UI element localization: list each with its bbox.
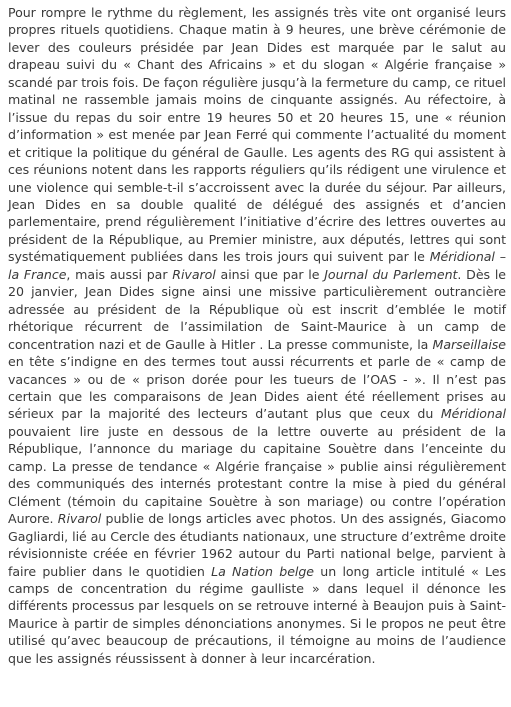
text-segment: un long article intitulé « Les camps de concentration du régime gaulliste » dans lequel il dénonce les différents processus par lesquels on se retrouve interné à Beaujon puis à Saint-Maurice à partir de simples dénonciations anonymes. Si le propos ne peut être utilisé qu’avec beaucoup de précautions, il témoigne au moins de l’audience que les assignés réussissent à donner à leur incarcération. — [8, 563, 507, 666]
newspaper-title-journal-du-parlement: Journal du Parlement — [324, 266, 458, 282]
newspaper-title-rivarol: Rivarol — [57, 511, 102, 527]
text-segment: Pour rompre le rythme du règlement, les assignés très vite ont organisé leurs propres rituels quotidiens. Chaque matin à 9 heures, une brève cérémonie de lever des couleurs présidée par Jean Dides est marquée par le salut au drapeau suivi du « Chant des Africains » et du slogan « Algérie française » scandé par trois fois. De façon régulière jusqu’à la fermeture du camp, ce rituel matinal ne rassemble jamais moins de cinquante assignés. Au réfectoire, à l’issue du repas du soir entre 19 heures 50 et 20 heures 15, une « réunion d’information » est menée par Jean Ferré qui commente l’actualité du moment et critique la politique du général de Gaulle. Les agents des RG qui assistent à ces réunions notent dans les rapports réguliers qu’ils rédigent une virulence et une violence qui semble-t-il s’accroissent avec la durée du séjour. Par ailleurs, Jean Dides en sa double qualité de délégué des assignés et d’ancien parlementaire, prend régulièrement l’initiative d’écrire des lettres ouvertes au président de la République, au Premier ministre, aux députés, lettres qui sont systématiquement publiées dans les trois jours qui suivent par le — [8, 5, 506, 265]
newspaper-title-meridional-la-france: Méridional – la France — [8, 249, 506, 282]
text-segment: publie de longs articles avec photos. Un des assignés, Giacomo Gagliardi, lié au Cercle des étudiants nationaux, une structure d’extrême droite révisionniste créée en février 1962 autour du Parti national belge, parvient à faire publier dans le quotidien — [8, 511, 506, 579]
newspaper-title-marseillaise: Marseillaise — [432, 336, 506, 352]
text-segment: . Dès le 20 janvier, Jean Dides signe ainsi une missive particulièrement outrancière adressée au président de la République où est inscrit d’emblée le motif rhétorique récurrent de l’assimilation de Saint-Maurice à un camp de concentration nazi et de Gaulle à Hitler . La presse communiste, la — [8, 266, 506, 352]
newspaper-title-la-nation-belge: La Nation belge — [211, 563, 315, 579]
text-segment: , mais aussi par — [66, 266, 173, 282]
text-segment: ainsi que par le — [215, 266, 325, 282]
newspaper-title-meridional: Méridional — [440, 406, 506, 422]
text-segment: en tête s’indigne en des termes tout aussi récurrents et parle de « camp de vacances » ou de « prison dorée pour les tueurs de l’OAS - ». Il n’est pas certain que les comparaisons de Jean Dides aient été réellement prises au sérieux par la majorité des lecteurs d’autant plus que ceux du — [8, 354, 506, 422]
text-segment: pouvaient lire juste en dessous de la lettre ouverte au président de la République, l’annonce du mariage du capitaine Souètre dans l’enceinte du camp. La presse de tendance « Algérie française » publie ainsi régulièrement des communiqués des internés protestant contre la mise à pied du général Clément (témoin du capitaine Souètre à son mariage) ou contre l’opération Aurore. — [8, 423, 506, 527]
newspaper-title-rivarol: Rivarol — [172, 266, 216, 282]
article-paragraph — [8, 4, 506, 667]
